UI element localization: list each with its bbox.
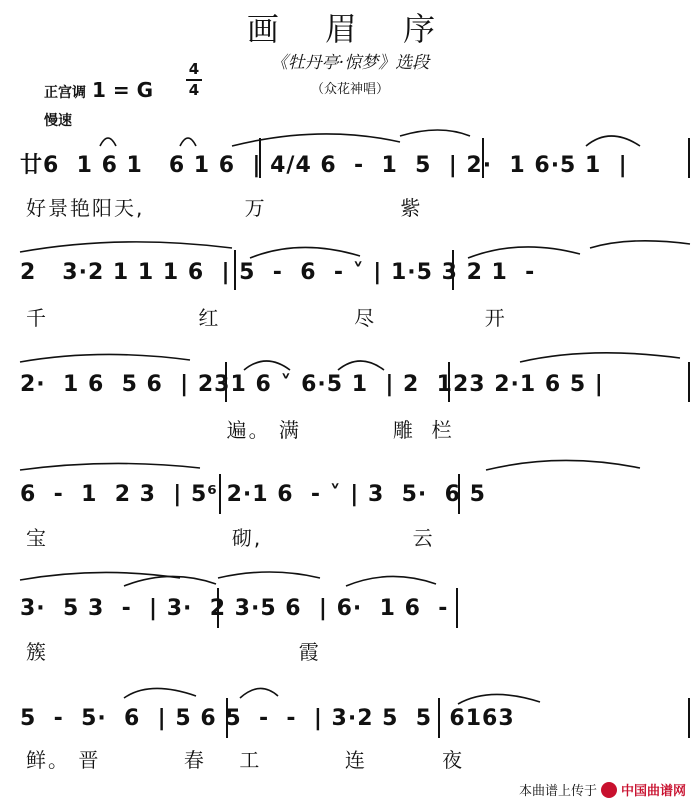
bar-line (448, 362, 450, 402)
site-logo-text: 中国曲谱网 (620, 784, 686, 799)
credit-text: 本曲谱上传于 (518, 784, 597, 799)
bar-line (688, 362, 690, 402)
lyric-line: 鲜。 晋 春 工 连 夜 (26, 748, 465, 772)
notation-line: 2 3·2 1 1 1 6 | 5 - 6 - ˅ | 1·5 3 2 1 - (20, 260, 536, 285)
staff-row-6 (0, 700, 700, 790)
bar-line (688, 138, 690, 178)
lyric-line: 好景艳阳天, 万 紫 (26, 196, 423, 220)
bar-line (217, 588, 219, 628)
bar-line (456, 588, 458, 628)
tempo-marking: 慢速 (44, 113, 72, 129)
notation-line: 3· 5 3 - | 3· 2 3·5 6 | 6· 1 6 - (20, 596, 449, 621)
performer-note: （众花神唱） (310, 82, 389, 97)
bar-line (226, 698, 228, 738)
staff-row-2 (0, 252, 700, 342)
time-signature (186, 62, 202, 98)
notation-line: 5 - 5· 6 | 5 6 5 - - | 3·2 5 5 6163 (20, 706, 515, 731)
bar-line (438, 698, 440, 738)
bar-line (458, 474, 460, 514)
bar-line (482, 138, 484, 178)
bar-line (234, 250, 236, 290)
bar-line (225, 362, 227, 402)
notation-line: 6 - 1 2 3 | 5⁶ 2·1 6 - ˅ | 3 5· 6 5 (20, 482, 486, 507)
staff-row-3 (0, 364, 700, 454)
bar-line (259, 138, 261, 178)
source-credit (519, 780, 686, 799)
staff-row-5 (0, 590, 700, 680)
lyric-line: 遍。 满 雕 栏 (26, 418, 454, 442)
score-subtitle: 《牡丹亭·惊梦》选段 (270, 53, 430, 73)
lyric-line: 宝 砌, 云 (26, 526, 435, 550)
staff-row-1 (0, 140, 700, 230)
bar-line (688, 698, 690, 738)
lyric-line: 簇 霞 (26, 640, 321, 664)
key-label: 正宫调 (44, 85, 86, 101)
lyric-line: 千 红 尽 开 (26, 306, 507, 330)
bar-line (452, 250, 454, 290)
notation-line: 2· 1 6 5 6 | 231 6 ˅ 6·5 1 | 2 123 2·1 6 5 | (20, 372, 604, 397)
time-denominator: 4 (188, 81, 200, 99)
time-numerator: 4 (188, 60, 200, 78)
key-signature (44, 78, 153, 102)
score-title: 画 眉 序 (246, 10, 454, 48)
staff-row-4 (0, 476, 700, 566)
key-value: 1 = G (92, 78, 154, 102)
site-logo-icon (601, 782, 617, 798)
bar-line (219, 474, 221, 514)
notation-line: 廿6 1 6 1 6 1 6 | 4/4 6 - 1 5 | 2· 1 6·5 1 | (20, 153, 628, 178)
